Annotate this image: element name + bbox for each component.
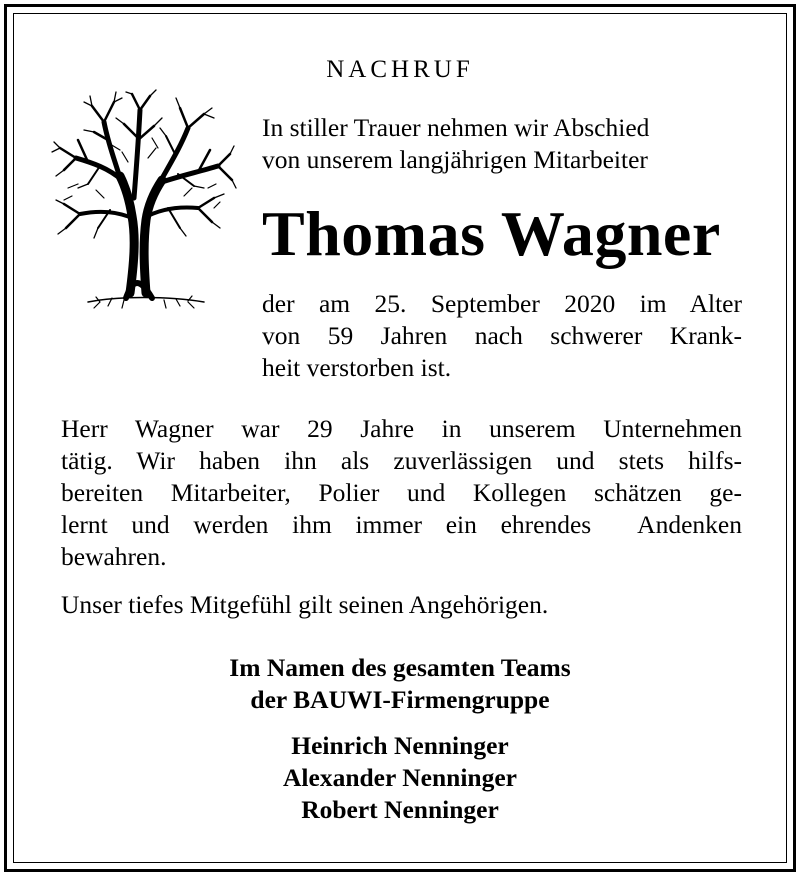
signature-names bbox=[0, 730, 800, 826]
tribute-paragraph bbox=[61, 413, 742, 573]
tribute-line: bereiten Mitarbeiter, Polier und Kollegen schätzen ge- bbox=[61, 478, 742, 507]
death-line: von 59 Jahren nach schwerer Krank- bbox=[262, 321, 742, 350]
signature-line: der BAUWI-Firmengruppe bbox=[250, 685, 550, 714]
oak-tree-icon bbox=[48, 88, 238, 320]
intro-text bbox=[262, 112, 742, 176]
deceased-name: Thomas Wagner bbox=[262, 198, 721, 269]
tribute-line: bewahren. bbox=[61, 542, 167, 571]
tribute-line: lernt und werden ihm immer ein ehrendes Andenken bbox=[61, 510, 742, 539]
death-notice bbox=[262, 288, 742, 384]
intro-line: von unserem langjährigen Mitarbeiter bbox=[262, 145, 648, 174]
signatory-name: Alexander Nenninger bbox=[283, 763, 517, 792]
intro-line: In stiller Trauer nehmen wir Abschied bbox=[262, 113, 650, 142]
condolence-text: Unser tiefes Mitgefühl gilt seinen Angehörigen. bbox=[61, 590, 549, 619]
signatory-name: Robert Nenninger bbox=[301, 795, 499, 824]
tribute-line: tätig. Wir haben ihn als zuverlässigen und stets hilfs- bbox=[61, 446, 742, 475]
signatory-name: Heinrich Nenninger bbox=[291, 731, 509, 760]
tribute-line: Herr Wagner war 29 Jahre in unserem Unternehmen bbox=[61, 414, 742, 443]
heading: NACHRUF bbox=[326, 56, 474, 83]
death-line: heit verstorben ist. bbox=[262, 353, 452, 382]
death-line: der am 25. September 2020 im Alter bbox=[262, 289, 742, 318]
signature-team bbox=[0, 652, 800, 716]
signature-line: Im Namen des gesamten Teams bbox=[229, 653, 571, 682]
